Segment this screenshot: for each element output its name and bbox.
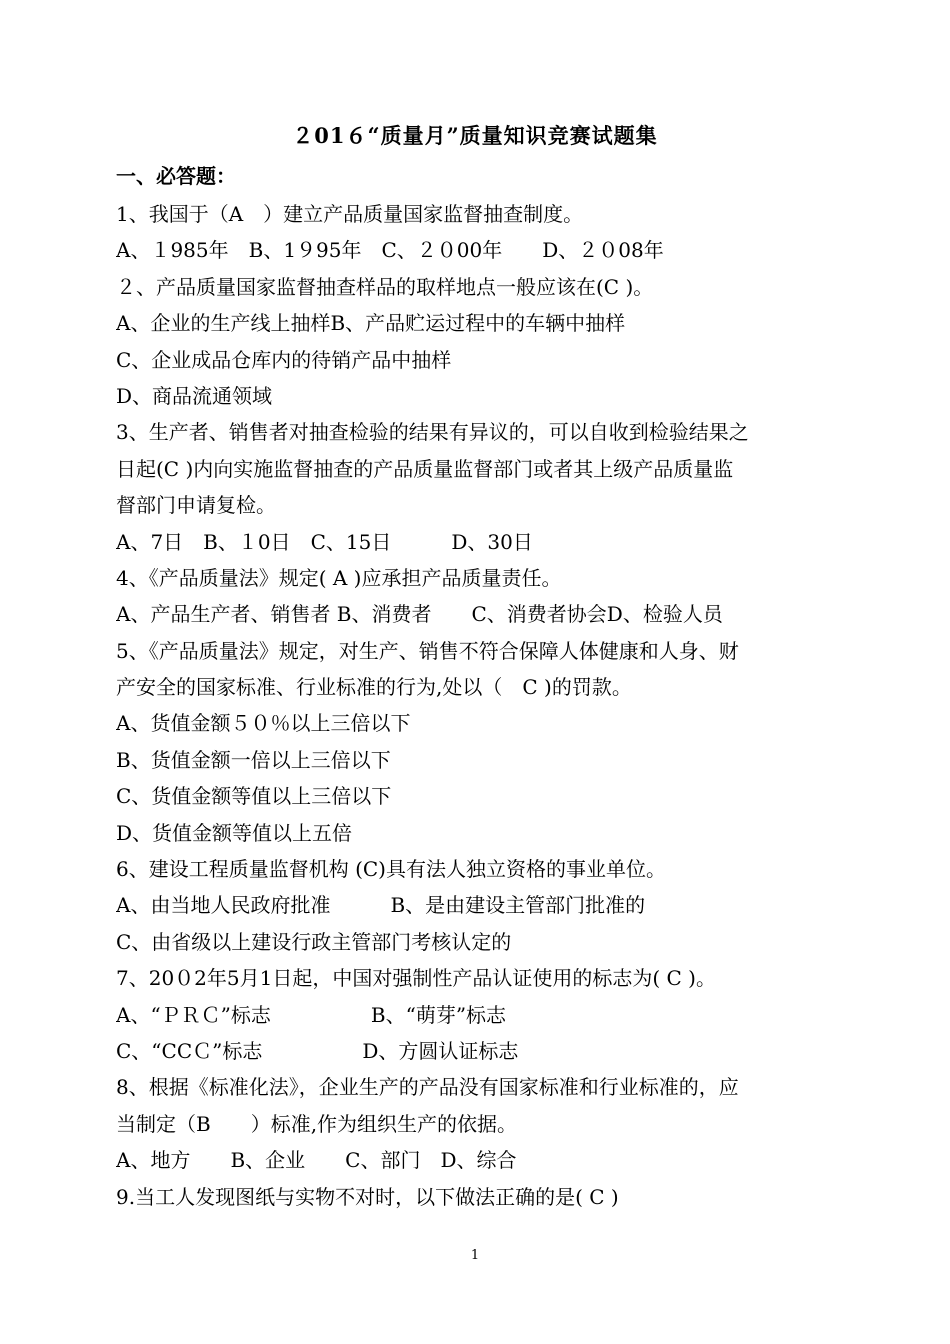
text-line: 督部门申请复检。 <box>116 493 276 518</box>
text-line: C、企业成品仓库内的待销产品中抽样 <box>116 347 452 372</box>
text-line: 4、《产品质量法》规定( A )应承担产品质量责任。 <box>116 565 562 590</box>
section-heading: 一、必答题： <box>116 164 236 188</box>
text-line: A、7日 B、１0日 C、15日 D、30日 <box>116 529 533 554</box>
text-line: 日起(C )内向实施监督抽查的产品质量监督部门或者其上级产品质量监 <box>116 456 734 481</box>
text-line: 5、《产品质量法》规定，对生产、销售不符合保障人体健康和人身、财 <box>116 638 739 663</box>
text-line: ２、产品质量国家监督抽查样品的取样地点一般应该在(C )。 <box>116 274 654 299</box>
text-line: C、“CCＣ”标志 D、方圆认证标志 <box>116 1038 519 1063</box>
text-line: 9.当工人发现图纸与实物不对时，以下做法正确的是( C ) <box>116 1184 619 1209</box>
text-line: A、货值金额５０％以上三倍以下 <box>116 711 411 736</box>
text-line: 1、我国于（A ）建立产品质量国家监督抽查制度。 <box>116 202 584 226</box>
page-number: 1 <box>470 1248 480 1263</box>
text-line: 当制定（B ）标准,作为组织生产的依据。 <box>116 1111 518 1136</box>
text-line: D、商品流通领域 <box>116 383 273 408</box>
text-line: 产安全的国家标准、行业标准的行为,处以（ C )的罚款。 <box>116 675 632 700</box>
text-line: 7、20０2年5月1日起，中国对强制性产品认证使用的标志为( C )。 <box>116 966 716 991</box>
text-line: A、地方 B、企业 C、部门 D、综合 <box>116 1148 517 1173</box>
text-line: A、“ＰＲＣ”标志 B、“萌芽”标志 <box>116 1002 507 1027</box>
text-line: C、货值金额等值以上三倍以下 <box>116 784 392 809</box>
text-line: 3、生产者、销售者对抽查检验的结果有异议的，可以自收到检验结果之 <box>116 420 749 445</box>
text-line: A、产品生产者、销售者 B、消费者 C、消费者协会D、检验人员 <box>116 602 723 627</box>
text-line: 6、建设工程质量监督机构 (C)具有法人独立资格的事业单位。 <box>116 857 666 882</box>
text-line: A、企业的生产线上抽样B、产品贮运过程中的车辆中抽样 <box>116 311 626 336</box>
text-line: B、货值金额一倍以上三倍以下 <box>116 747 391 772</box>
text-line: C、由省级以上建设行政主管部门考核认定的 <box>116 929 512 954</box>
text-line: 8、根据《标准化法》，企业生产的产品没有国家标准和行业标准的，应 <box>116 1075 739 1100</box>
text-line: D、货值金额等值以上五倍 <box>116 820 353 845</box>
question-list <box>116 196 826 1215</box>
text-line: A、１985年 B、1９95年 C、２０00年 D、２０08年 <box>116 238 664 263</box>
document-title: ２01６“质量月”质量知识竞赛试题集 <box>292 123 658 148</box>
text-line: A、由当地人民政府批准 B、是由建设主管部门批准的 <box>116 893 646 918</box>
